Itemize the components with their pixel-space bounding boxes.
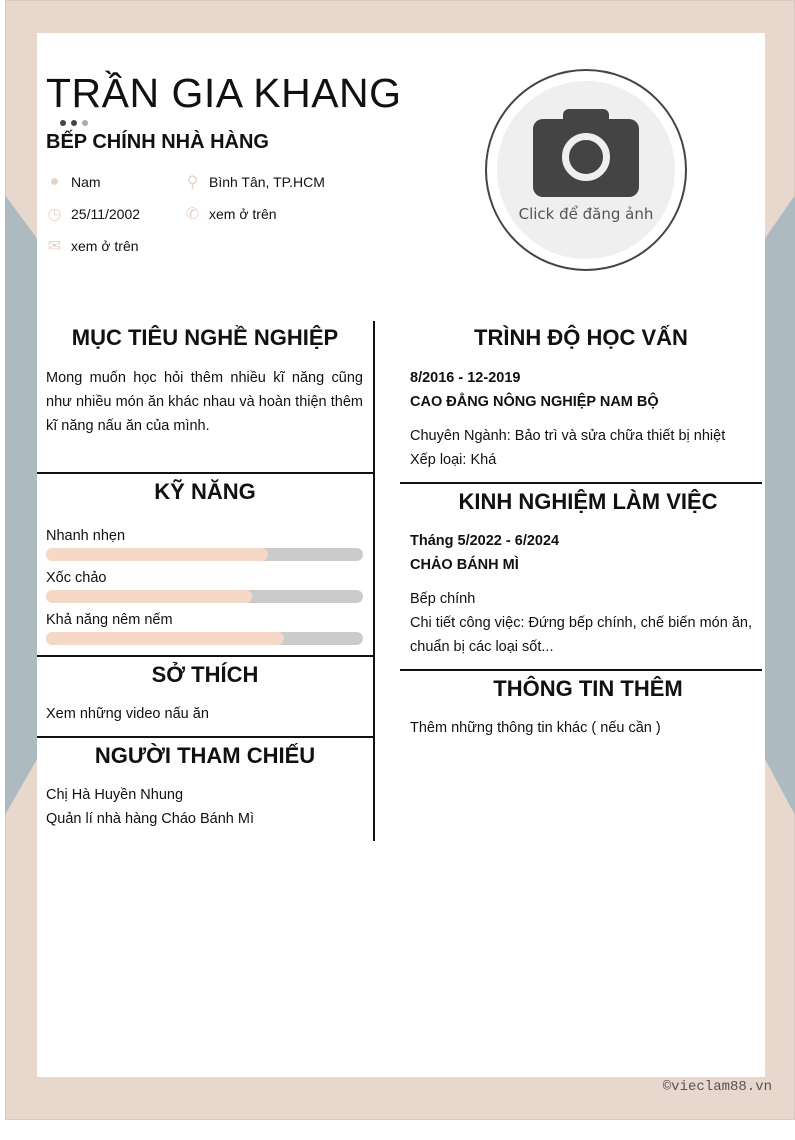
education-grade[interactable]: Xếp loại: Khá [410,452,497,468]
skill-label[interactable]: Khả năng nêm nếm [46,612,173,628]
camera-icon [533,119,639,197]
email-field[interactable]: ✉ xem ở trên [47,237,139,255]
drag-handle-icon[interactable] [60,120,88,126]
candidate-name[interactable]: TRẦN GIA KHANG [46,70,402,116]
photo-upload-label: Click để đăng ảnh [518,205,654,223]
divider [37,472,374,474]
education-period[interactable]: 8/2016 - 12-2019 [410,370,521,386]
divider [37,736,374,738]
references-heading[interactable]: NGƯỜI THAM CHIẾU [94,743,316,768]
location-pin-icon: ⚲ [186,173,199,191]
objective-text[interactable]: Mong muốn học hỏi thêm nhiều kĩ năng cũng như nhiều món ăn khác nhau và hoàn thiện thêm kĩ năng nấu ăn của mình. [46,370,363,434]
skill-label[interactable]: Xốc chảo [46,570,107,586]
divider [400,482,762,484]
clock-icon: ◷ [47,205,62,223]
divider [400,669,762,671]
reference-name[interactable]: Chị Hà Huyền Nhung [46,787,184,803]
watermark: ©vieclam88.vn [662,1079,772,1095]
birthday-field[interactable]: ◷ 25/11/2002 [47,205,141,223]
job-title[interactable]: BẾP CHÍNH NHÀ HÀNG [46,131,269,153]
skill-bar-fill [46,632,284,645]
experience-company[interactable]: CHẢO BÁNH MÌ [410,557,519,573]
skill-label[interactable]: Nhanh nhẹn [46,528,126,544]
skills-heading[interactable]: KỸ NĂNG [154,479,256,504]
objective-heading[interactable]: MỤC TIÊU NGHỀ NGHIỆP [71,325,339,350]
experience-details[interactable]: Chi tiết công việc: Đứng bếp chính, chế biến món ăn, chuẩn bị các loại sốt... [410,615,752,655]
experience-period[interactable]: Tháng 5/2022 - 6/2024 [410,533,560,549]
skill-bar[interactable] [46,632,363,645]
column-divider [373,321,375,841]
user-icon: ● [49,172,60,190]
extra-info-heading[interactable]: THÔNG TIN THÊM [493,676,683,701]
skill-bar[interactable] [46,590,363,603]
address-field[interactable]: ⚲ Bình Tân, TP.HCM [184,173,325,190]
decor-band-left [5,195,37,815]
extra-info-text[interactable]: Thêm những thông tin khác ( nếu cần ) [410,720,661,736]
envelope-icon: ✉ [47,237,62,255]
education-heading[interactable]: TRÌNH ĐỘ HỌC VẤN [474,325,688,350]
education-major[interactable]: Chuyên Ngành: Bảo trì và sửa chữa thiết bị nhiệt [410,428,726,444]
hobbies-text[interactable]: Xem những video nấu ăn [46,706,209,722]
phone-field[interactable]: ✆ xem ở trên [185,205,277,223]
experience-heading[interactable]: KINH NGHIỆM LÀM VIỆC [458,489,718,514]
experience-position[interactable]: Bếp chính [410,591,476,607]
skill-bar-fill [46,548,268,561]
skill-bar-fill [46,590,252,603]
photo-upload-button[interactable] [485,69,687,271]
hobbies-heading[interactable]: SỞ THÍCH [151,662,259,687]
education-school[interactable]: CAO ĐẲNG NÔNG NGHIỆP NAM BỘ [410,394,659,410]
skill-bar[interactable] [46,548,363,561]
reference-role[interactable]: Quản lí nhà hàng Cháo Bánh Mì [46,811,254,827]
divider [37,655,374,657]
gender-field[interactable]: ● Nam [46,173,101,190]
phone-icon: ✆ [185,205,200,223]
